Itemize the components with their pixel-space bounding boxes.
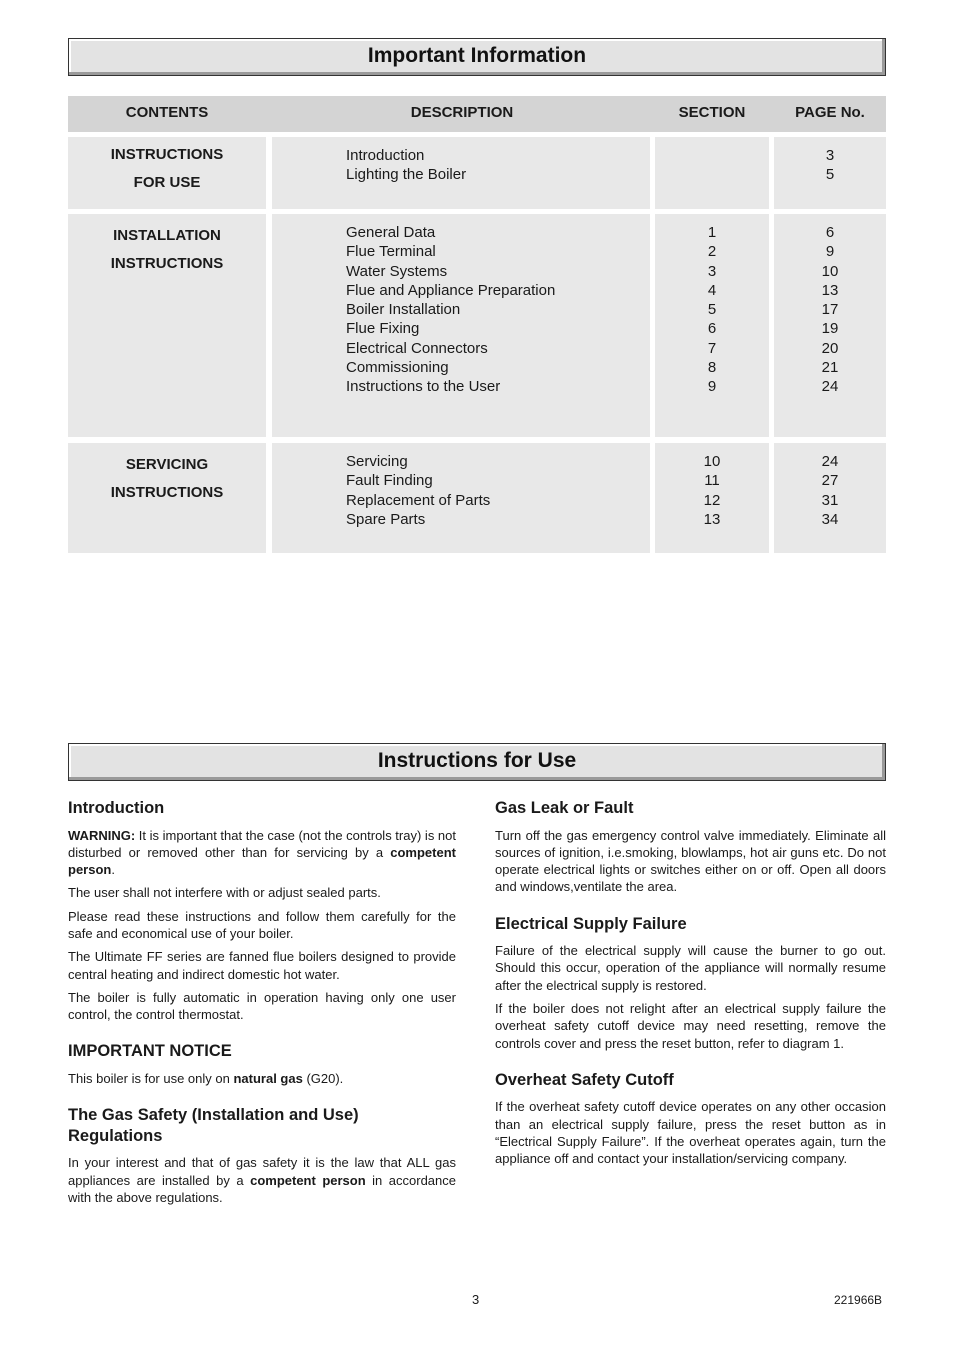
gas-leak-heading: Gas Leak or Fault [495,799,634,817]
page-number: 20 [821,339,839,357]
header-description: DESCRIPTION [410,104,514,121]
description-item: Water Systems [346,262,448,280]
gas-leak-paragraph: Turn off the gas emergency control valve immediately. Eliminate all sources of ignition, i.e.smoking, blowlamps, hot air guns etc. Do not operate electrical lights or switches either on or off. Open all doors and windows,ventilate the area. [495,827,886,895]
section-number: 5 [707,301,717,319]
notice-text-end: (G20). [302,1070,344,1086]
description-item: Instructions to the User [346,378,501,396]
row-instructions-for-use-category [68,137,266,209]
header-page: PAGE No. [795,104,865,121]
row-instructions-for-use-pages [774,137,886,209]
row-servicing-description [272,443,650,553]
section-number: 7 [707,339,717,357]
description-item: Fault Finding [346,472,433,490]
header-section: SECTION [678,104,746,121]
page-number: 3 [825,147,835,164]
gas-safety-paragraph [68,1154,456,1206]
description-item: Lighting the Boiler [346,166,467,184]
warning-bold: competent person [68,844,456,878]
important-notice-paragraph [68,1070,456,1087]
description-item: Flue and Appliance Preparation [346,281,556,299]
page-number: 31 [821,491,839,509]
section-number: 1 [707,224,717,241]
page-number: 24 [821,453,839,470]
section-number: 4 [707,281,717,299]
section-number: 11 [704,472,720,490]
gas-safety-text: In your interest and that of gas safety it is the law that ALL gas appliances are installed by a [68,1155,456,1188]
description-item: Servicing [346,453,408,470]
row-servicing-pages [774,443,886,553]
category-line: SERVICING [125,456,209,473]
row-installation-category [68,214,266,437]
description-item: Electrical Connectors [346,339,488,357]
row-servicing-category [68,443,266,553]
description-item: Boiler Installation [346,301,461,319]
row-installation-sections [655,214,769,437]
ultimate-ff-paragraph: The Ultimate FF series are fanned flue boilers designed to provide central heating and indirect domestic hot water. [68,949,456,982]
section-number: 12 [703,491,721,509]
overheat-heading: Overheat Safety Cutoff [495,1070,674,1089]
row-servicing-sections [655,443,769,553]
category-line: INSTRUCTIONS [110,255,224,272]
description-item: Flue Fixing [346,320,420,338]
description-item: General Data [346,224,436,241]
page-number: 10 [821,262,839,280]
header-contents: CONTENTS [125,104,209,121]
description-item: Introduction [346,147,425,164]
category-line: FOR USE [133,174,201,191]
left-column [68,798,456,1212]
warning-text: It is important that the case (not the controls tray) is not disturbed or removed other than for servicing by a [68,827,456,860]
right-column [495,798,886,1174]
electrical-failure-paragraph-1: Failure of the electrical supply will cause the burner to go out. Should this occur, operation of the appliance will normally resume after the electrical supply is restored. [495,943,886,993]
page-number: 17 [821,301,839,319]
notice-text: This boiler is for use only on [68,1070,234,1086]
row-installation-pages [774,214,886,437]
warning-end: . [111,862,115,878]
section-number: 8 [707,359,717,377]
description-item: Replacement of Parts [346,491,491,509]
introduction-heading: Introduction [68,799,165,817]
description-item: Commissioning [346,359,449,377]
page-number: 34 [821,510,839,528]
page-number: 6 [825,224,835,241]
read-instructions-paragraph: Please read these instructions and follow them carefully for the safe and economical use of your boiler. [68,908,456,941]
document-code: 221966B [834,1293,883,1307]
section-number: 6 [707,320,717,338]
page-number: 24 [821,378,839,396]
page-number: 9 [825,243,835,261]
section-number: 10 [703,453,721,470]
category-line: INSTRUCTIONS [110,484,224,501]
description-item: Flue Terminal [346,243,436,261]
important-information-banner [68,38,886,76]
row-installation-description [272,214,650,437]
category-line: INSTALLATION [113,227,221,244]
overheat-paragraph: If the overheat safety cutoff device operates on any other occasion than an electrical supply failure, press the reset button as in “Electrical Supply Failure”. If the overheat operates again, turn the appliance off and contact your installation/servicing company. [495,1099,886,1167]
instructions-for-use-banner [68,743,886,781]
section-number: 13 [703,510,721,528]
electrical-failure-paragraph-2: If the boiler does not relight after an electrical supply failure the overheat safety cutoff device may need resetting, remove the controls cover and press the reset button, refer to diagram 1. [495,1001,886,1051]
gas-safety-bold: competent person [250,1172,366,1188]
page-number: 3 [472,1292,480,1307]
warning-label: WARNING: [68,827,136,843]
automatic-operation-paragraph: The boiler is fully automatic in operation having only one user control, the control thermostat. [68,989,456,1023]
sealed-parts-paragraph: The user shall not interfere with or adjust sealed parts. [68,885,381,901]
page-number: 13 [821,281,839,299]
gas-safety-text-end: in accordance with the above regulations. [68,1172,456,1205]
instructions-for-use-title: Instructions for Use [377,749,577,772]
section-number: 9 [707,378,717,396]
section-number: 2 [707,243,717,261]
page-number: 5 [825,166,835,184]
section-number: 3 [707,262,717,280]
important-notice-heading: IMPORTANT NOTICE [68,1042,232,1061]
description-item: Spare Parts [346,510,426,528]
row-instructions-for-use-section [655,137,769,209]
page-number: 19 [821,320,839,338]
gas-safety-heading: The Gas Safety (Installation and Use) Regulations [68,1106,359,1145]
row-instructions-for-use-description [272,137,650,209]
warning-paragraph [68,827,456,879]
contents-table-header [68,96,886,132]
important-information-title: Important Information [367,44,587,67]
notice-bold: natural gas [233,1070,303,1086]
page-number: 21 [821,359,839,377]
category-line: INSTRUCTIONS [110,146,224,163]
electrical-failure-heading: Electrical Supply Failure [495,914,687,933]
page-number: 27 [821,472,839,490]
